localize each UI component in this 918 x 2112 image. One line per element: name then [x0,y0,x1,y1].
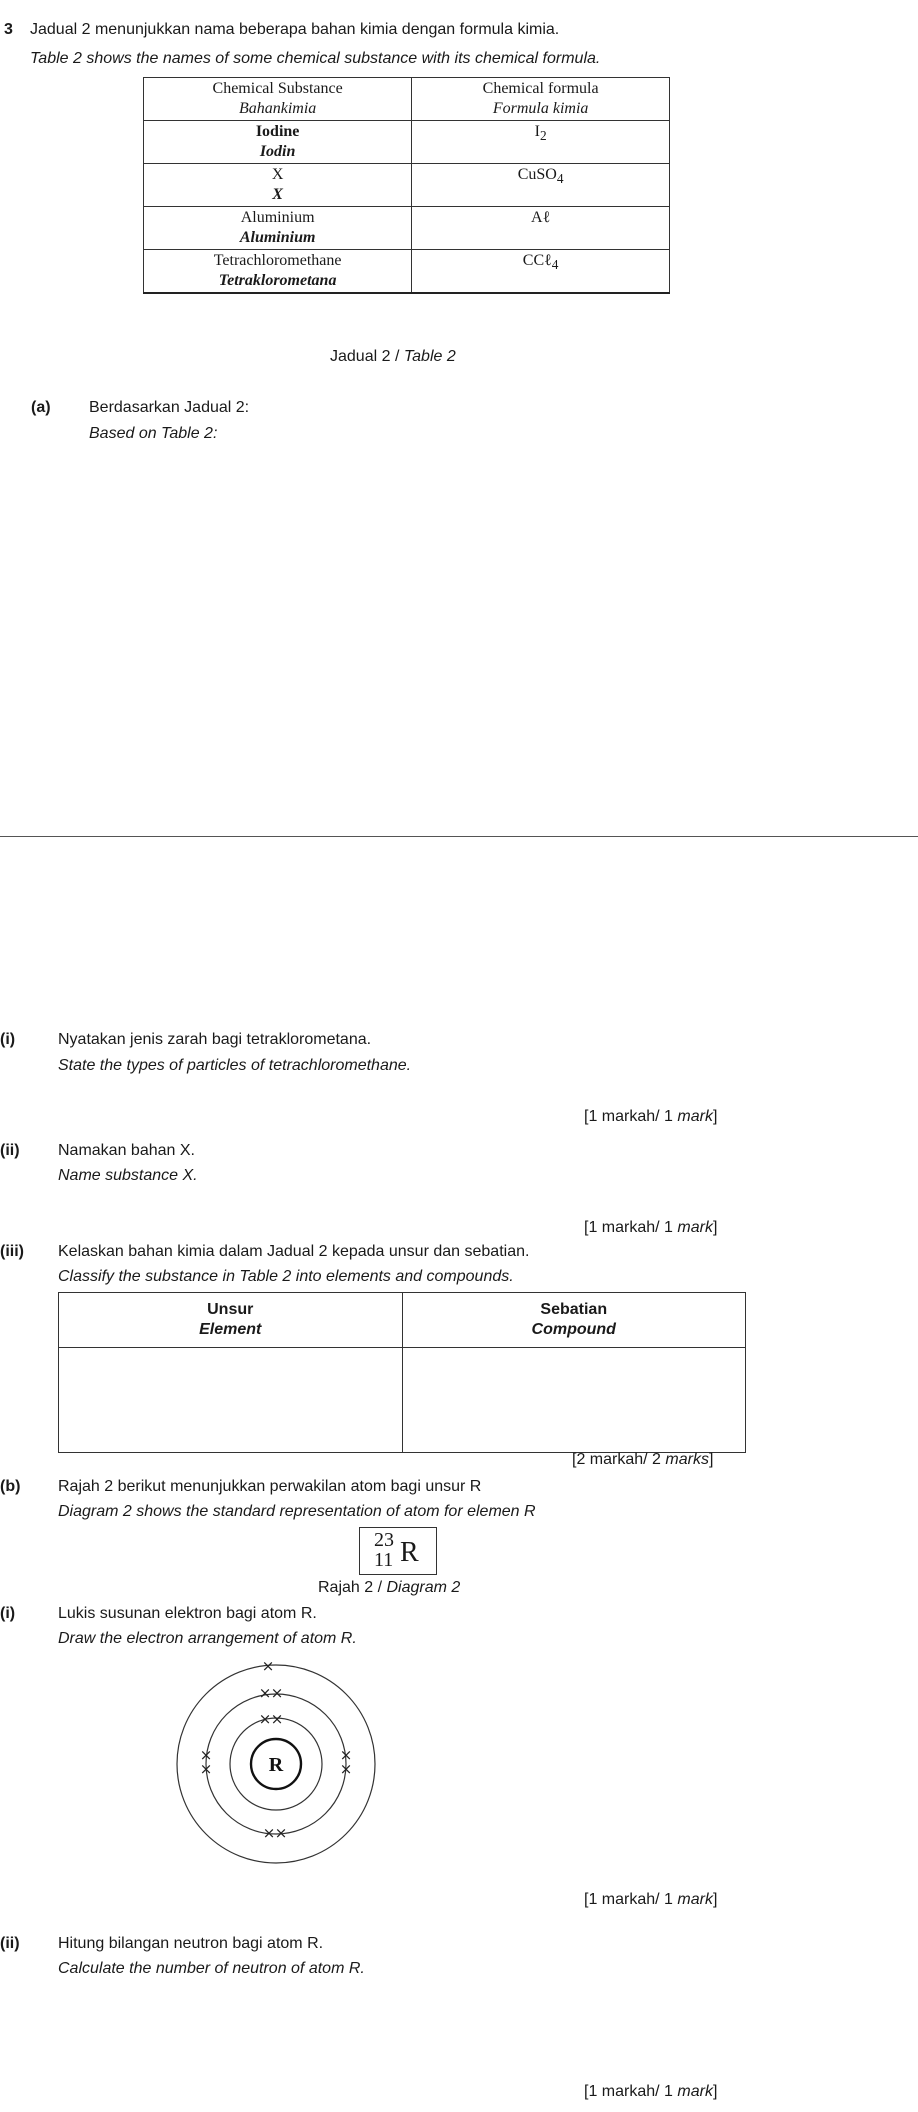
marks-en: mark [677,1219,713,1236]
marks-ms: [1 markah/ 1 [584,2083,673,2100]
compound-answer-cell[interactable] [402,1348,746,1453]
part-a-iii-label: (iii) [0,1243,24,1260]
part-b-ii-text-en: Calculate the number of neutron of atom R. [58,1960,365,1977]
formula-text: CCℓ [522,252,552,269]
atom-notation [359,1527,437,1575]
substance-name-ms: X [272,186,283,203]
marks-en: mark [677,1108,713,1125]
electron-mark: × [199,1760,213,1778]
table-row [144,164,670,207]
element-header-ms: Unsur [207,1301,254,1318]
part-b-ii-text-ms: Hitung bilangan neutron bagi atom R. [58,1935,324,1952]
atom-symbol: R [400,1537,419,1568]
table-2-caption [330,347,456,367]
formula-text: I [534,123,540,140]
marks-en: mark [677,2083,713,2100]
substance-name-en: Aluminium [240,209,315,226]
part-a-label: (a) [31,399,51,416]
header-substance-ms: Bahankimia [238,100,317,117]
formula-cell [412,121,670,164]
substance-name-ms: Aluminium [239,229,316,246]
element-header-en: Element [199,1321,262,1338]
marks-ms: [1 markah/ 1 [584,1219,673,1236]
element-answer-cell[interactable] [59,1348,403,1453]
formula-cell [412,207,670,250]
part-a-ii-marks [584,1218,717,1238]
substance-name-en: X [271,166,284,183]
question-intro-en: Table 2 shows the names of some chemical substance with its chemical formula. [30,50,601,67]
part-a-ii-label: (ii) [0,1142,20,1159]
electron-mark: × [270,1684,284,1702]
table-row [144,250,670,294]
diagram-caption-ms: Rajah 2 / [318,1579,383,1596]
marks-end: ] [712,1108,718,1125]
formula-cell [412,164,670,207]
substance-name-ms: Iodin [259,143,296,160]
header-substance-en: Chemical Substance [212,80,343,97]
header-formula-ms: Formula kimia [492,100,589,117]
classification-answer-row [59,1348,746,1453]
substance-cell [144,164,412,207]
part-a-text-en: Based on Table 2: [89,425,218,442]
part-b-text-en: Diagram 2 shows the standard representation of atom for elemen R [58,1503,536,1520]
marks-en: marks [665,1451,709,1468]
table-2 [143,77,670,294]
marks-end: ] [712,2083,718,2100]
marks-end: ] [708,1451,714,1468]
part-a-iii-text-ms: Kelaskan bahan kimia dalam Jadual 2 kepada unsur dan sebatian. [58,1243,530,1260]
classification-header-row [59,1293,746,1348]
electron-mark: × [258,1684,272,1702]
part-a-ii-text-en: Name substance X. [58,1167,198,1184]
compound-header-en: Compound [531,1321,616,1338]
table-row [144,121,670,164]
part-a-i-text-en: State the types of particles of tetrachloromethane. [58,1057,412,1074]
marks-ms: [1 markah/ 1 [584,1108,673,1125]
compound-header-ms: Sebatian [540,1301,608,1318]
substance-name-en: Tetrachloromethane [213,252,342,269]
table-2-caption-en: Table 2 [403,348,456,365]
formula-subscript: 4 [551,257,559,273]
electron-mark: × [274,1824,288,1842]
table-2-header-row [144,78,670,121]
mass-number: 23 [374,1529,394,1551]
electron-mark: × [270,1710,284,1728]
question-intro-ms: Jadual 2 menunjukkan nama beberapa bahan kimia dengan formula kimia. [30,21,560,38]
marks-en: mark [677,1891,713,1908]
electron-mark: × [199,1746,213,1764]
part-b-i-marks [584,1890,717,1910]
part-b-label: (b) [0,1478,21,1495]
substance-cell [144,207,412,250]
electron-mark: × [262,1824,276,1842]
electron-mark: × [339,1760,353,1778]
proton-number: 11 [374,1549,394,1571]
substance-cell [144,121,412,164]
substance-cell [144,250,412,294]
question-number: 3 [4,21,13,38]
marks-end: ] [712,1219,718,1236]
part-a-iii-text-en: Classify the substance in Table 2 into elements and compounds. [58,1268,514,1285]
part-a-i-label: (i) [0,1031,16,1048]
diagram-caption-en: Diagram 2 [386,1579,461,1596]
atom-numbers [374,1530,394,1570]
formula-subscript: 2 [539,128,547,144]
part-b-ii-label: (ii) [0,1935,20,1952]
marks-end: ] [712,1891,718,1908]
formula-text: CuSO [517,166,557,183]
compound-header [402,1293,746,1348]
electron-mark: × [258,1710,272,1728]
divider-line [0,836,918,837]
formula-subscript: 4 [556,171,564,187]
classification-table [58,1292,746,1453]
table-2-caption-ms: Jadual 2 / [330,348,400,365]
part-b-ii-marks [584,2082,717,2102]
table-row [144,207,670,250]
electron-mark: × [339,1746,353,1764]
part-b-i-label: (i) [0,1605,16,1622]
formula-cell [412,250,670,294]
part-a-i-text-ms: Nyatakan jenis zarah bagi tetraklorometana. [58,1031,372,1048]
electron-mark: × [261,1660,275,1675]
part-a-i-marks [584,1107,717,1127]
substance-name-en: Iodine [255,123,300,140]
part-a-iii-marks [572,1450,713,1470]
part-b-i-text-ms: Lukis susunan elektron bagi atom R. [58,1605,317,1622]
diagram-2-caption [318,1578,460,1598]
element-header [59,1293,403,1348]
part-b-text-ms: Rajah 2 berikut menunjukkan perwakilan atom bagi unsur R [58,1478,482,1495]
part-b-i-text-en: Draw the electron arrangement of atom R. [58,1630,357,1647]
table-2-header-substance [144,78,412,121]
part-a-text-ms: Berdasarkan Jadual 2: [89,399,250,416]
part-a-ii-text-ms: Namakan bahan X. [58,1142,195,1159]
substance-name-ms: Tetraklorometana [218,272,337,289]
marks-ms: [2 markah/ 2 [572,1451,661,1468]
nucleus-label: R [268,1754,284,1776]
header-formula-en: Chemical formula [482,80,599,97]
marks-ms: [1 markah/ 1 [584,1891,673,1908]
electron-arrangement-diagram [170,1660,380,1870]
table-2-header-formula [412,78,670,121]
formula-text: Aℓ [531,209,551,226]
